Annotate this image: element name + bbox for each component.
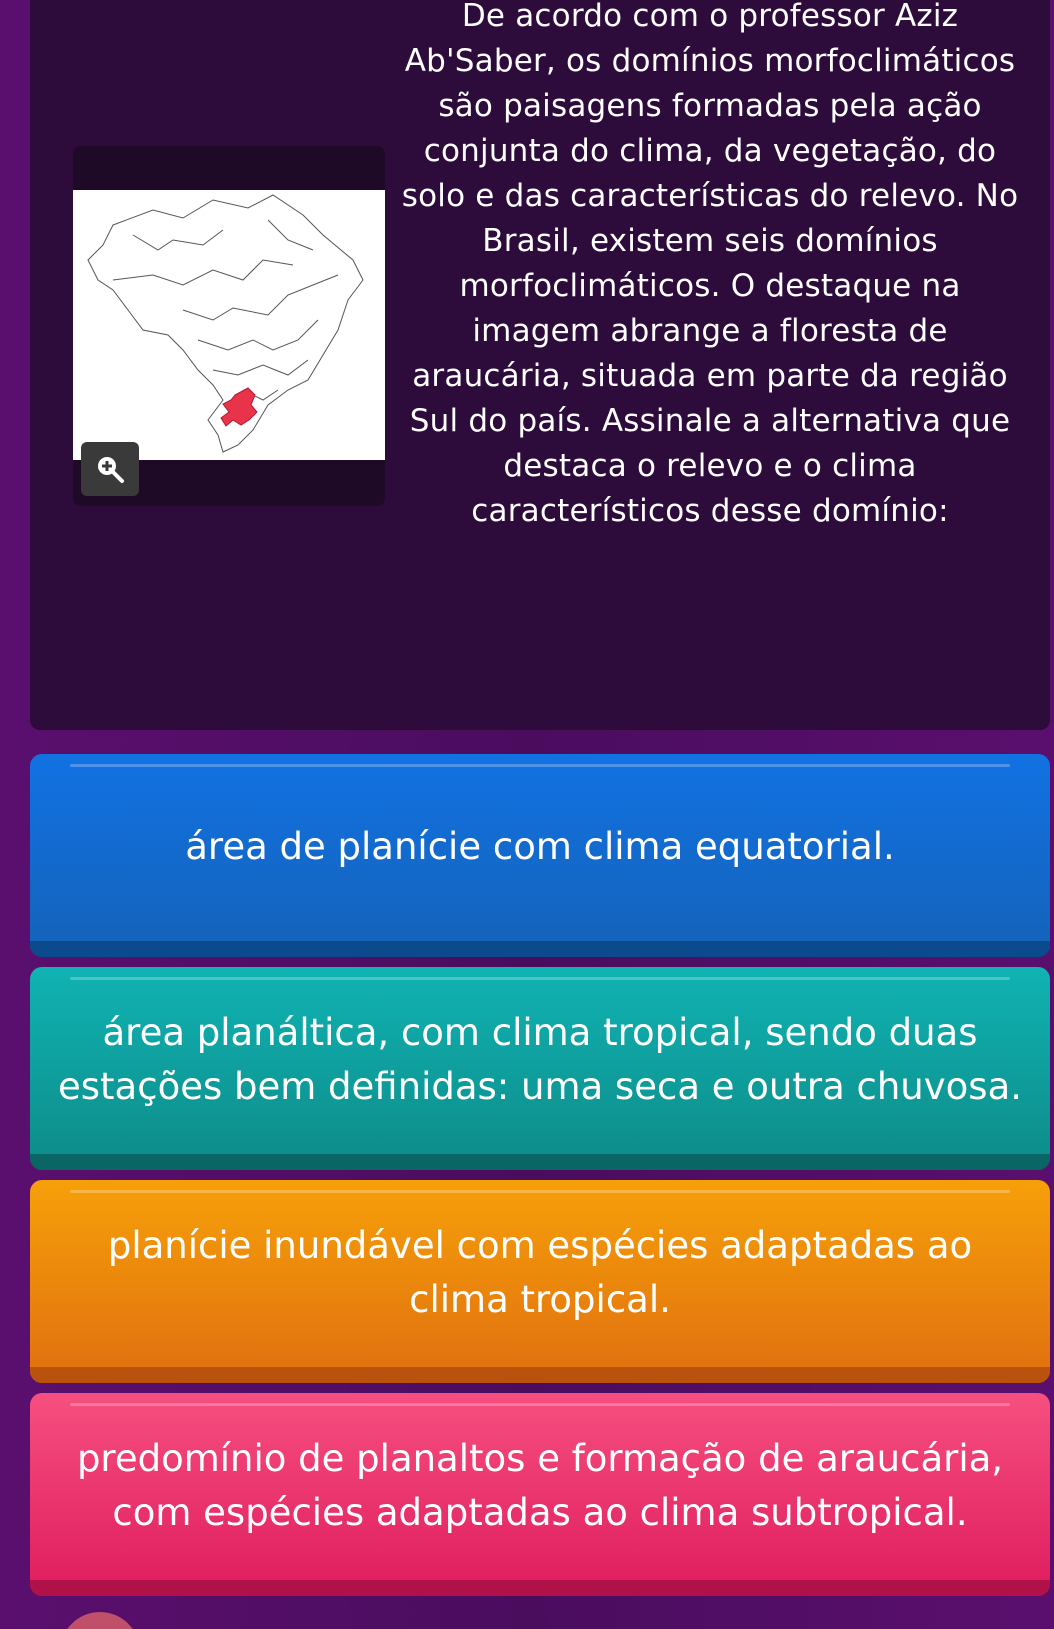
zoom-in-icon	[95, 454, 125, 484]
answer-option-2-label: área planáltica, com clima tropical, sendo duas estações bem definidas: uma seca e outra chuvosa.	[58, 1010, 1023, 1108]
zoom-in-button[interactable]	[81, 442, 139, 496]
brazil-map-icon	[73, 190, 385, 460]
question-image[interactable]	[73, 146, 385, 506]
answer-option-4-label: predomínio de planaltos e formação de araucária, com espécies adaptadas ao clima subtropical.	[76, 1436, 1004, 1534]
answer-option-3-label: planície inundável com espécies adaptadas ao clima tropical.	[107, 1223, 973, 1321]
answer-option-2[interactable]	[30, 967, 1050, 1170]
question-text: De acordo com o professor Aziz Ab'Saber, os domínios morfoclimáticos são paisagens formadas pela ação conjunta do clima, da vegetação, do solo e das características do relevo. No Brasil, existem seis domínios morfoclimáticos. O destaque na imagem abrange a floresta de araucária, situada em parte da região Sul do país. Assinale a alternativa que destaca o relevo e o clima característicos desse domínio:	[401, 0, 1019, 529]
answer-option-1[interactable]	[30, 754, 1050, 957]
answer-option-1-label: área de planície com clima equatorial.	[185, 824, 895, 868]
answer-option-3[interactable]	[30, 1180, 1050, 1383]
answer-option-4[interactable]	[30, 1393, 1050, 1596]
decorative-shape	[60, 1612, 140, 1629]
